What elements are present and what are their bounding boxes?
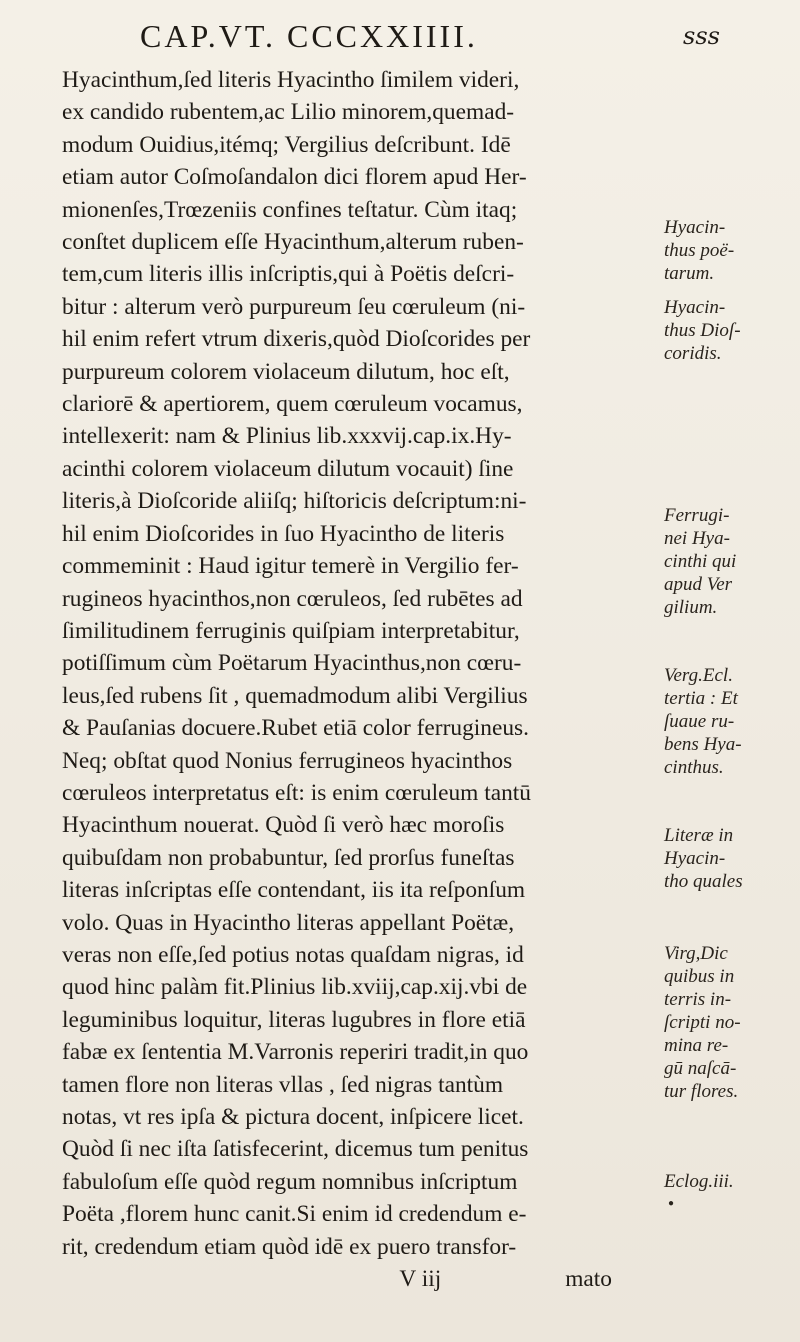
signature-line bbox=[62, 1263, 654, 1295]
margin-note-line: apud Ver bbox=[664, 574, 733, 595]
text-line: quibuſdam non probabuntur, ſed prorſus funeſtas bbox=[62, 844, 515, 871]
text-line: leguminibus loquitur, literas lugubres in flore etiā bbox=[62, 1006, 526, 1033]
margin-note-line: Hyacin- bbox=[664, 217, 726, 238]
margin-note-line: tertia : Et bbox=[664, 688, 738, 709]
text-line: purpureum colorem violaceum dilutum, hoc eſt, bbox=[62, 358, 510, 385]
margin-note-line: tho quales bbox=[664, 871, 743, 892]
margin-note-line: nei Hya- bbox=[664, 528, 730, 549]
text-line: Poëta ,florem hunc canit.Si enim id credendum e- bbox=[62, 1201, 527, 1228]
text-line: mionenſes,Trœzeniis confines teſtatur. Cùm itaq; bbox=[62, 196, 518, 223]
margin-note-line: Hyacin- bbox=[664, 848, 726, 869]
margin-note-line: ſuaue ru- bbox=[664, 711, 735, 732]
text-line: Quòd ſi nec iſta ſatisfecerint, dicemus tum penitus bbox=[62, 1136, 529, 1163]
margin-note-line: bens Hya- bbox=[664, 734, 742, 755]
text-line: literas inſcriptas eſſe contendant, iis ita reſponſum bbox=[62, 877, 526, 904]
margin-note-line: terris in- bbox=[664, 989, 732, 1010]
text-line: quod hinc palàm fit.Plinius lib.xviij,cap.xij.vbi de bbox=[62, 974, 528, 1001]
catchword: mato bbox=[565, 1266, 612, 1293]
margin-note-line: Ferrugi- bbox=[664, 505, 730, 526]
margin-note-line: Literæ in bbox=[664, 825, 734, 846]
text-line: fabæ ex ſententia M.Varronis reperiri tradit,in quo bbox=[62, 1039, 529, 1066]
text-line: conſtet duplicem eſſe Hyacinthum,alterum ruben- bbox=[62, 229, 524, 256]
text-line: bitur : alterum verò purpureum ſeu cœruleum (ni- bbox=[62, 293, 526, 320]
text-line: cœruleos interpretatus eſt: is enim cœruleum tantū bbox=[62, 779, 531, 806]
text-line: fabuloſum eſſe quòd regum nomnibus inſcriptum bbox=[62, 1168, 518, 1195]
margin-note-line: cinthus. bbox=[664, 757, 724, 778]
margin-note-line: quibus in bbox=[664, 966, 735, 987]
printer-dot-icon: ● bbox=[668, 1198, 675, 1209]
text-line: Hyacinthum nouerat. Quòd ſi verò hæc moroſis bbox=[62, 812, 505, 839]
margin-note-line: Hyacin- bbox=[664, 297, 726, 318]
text-line: intellexerit: nam & Plinius lib.xxxvij.cap.ix.Hy- bbox=[62, 423, 512, 450]
margin-note-line: gū naſcā- bbox=[664, 1058, 737, 1079]
margin-note bbox=[664, 504, 794, 619]
text-line: clariorē & apertiorem, quem cœruleum vocamus, bbox=[62, 391, 523, 418]
margin-note bbox=[664, 296, 794, 365]
margin-note bbox=[664, 216, 794, 285]
text-line: potiſſimum cùm Poëtarum Hyacinthus,non cœru- bbox=[62, 650, 522, 677]
margin-note-line: tarum. bbox=[664, 263, 715, 284]
margin-note-line: tur flores. bbox=[664, 1081, 739, 1102]
text-line: acinthi colorem violaceum dilutum vocauit) ſine bbox=[62, 455, 514, 482]
margin-note-line: Verg.Ecl. bbox=[664, 665, 733, 686]
margin-note-line: cinthi qui bbox=[664, 551, 737, 572]
text-line: hil enim refert vtrum dixeris,quòd Dioſcorides per bbox=[62, 326, 531, 353]
margin-note-line: mina re- bbox=[664, 1035, 729, 1056]
text-line: rit, credendum etiam quòd idē ex puero transfor- bbox=[62, 1233, 517, 1260]
text-line: commeminit : Haud igitur temerè in Vergilio fer- bbox=[62, 553, 519, 580]
text-line: literis,à Dioſcoride aliiſq; hiſtoricis deſcriptum:ni- bbox=[62, 488, 527, 515]
text-line: & Pauſanias docuere.Rubet etiā color ferrugineus. bbox=[62, 715, 530, 742]
page-header bbox=[140, 18, 720, 58]
text-line: tem,cum literis illis inſcriptis,qui à Poëtis deſcri- bbox=[62, 261, 515, 288]
text-line: Hyacinthum,ſed literis Hyacintho ſimilem videri, bbox=[62, 67, 520, 93]
text-line: notas, vt res ipſa & pictura docent, inſpicere licet. bbox=[62, 1104, 524, 1130]
text-line: etiam autor Coſmoſandalon dici florem apud Her- bbox=[62, 164, 527, 191]
margin-note bbox=[664, 942, 794, 1103]
margin-note bbox=[664, 664, 794, 779]
text-line: veras non eſſe,ſed potius notas quaſdam nigras, id bbox=[62, 941, 524, 968]
text-line: hil enim Dioſcorides in ſuo Hyacintho de literis bbox=[62, 520, 505, 547]
margin-note-line: Virg,Dic bbox=[664, 943, 728, 964]
text-line: ſimilitudinem ferruginis quiſpiam interpretabitur, bbox=[62, 617, 520, 644]
margin-note bbox=[664, 1170, 794, 1193]
running-head: CAP.VT. CCCXXIIII. bbox=[140, 18, 478, 54]
page-number: sss bbox=[683, 22, 720, 50]
margin-note-line: ſcripti no- bbox=[664, 1012, 741, 1033]
margin-note-line: thus poë- bbox=[664, 240, 735, 261]
text-line: tamen flore non literas vllas , ſed nigras tantùm bbox=[62, 1071, 504, 1098]
margin-note bbox=[664, 824, 794, 893]
main-text bbox=[62, 64, 654, 1295]
text-line: volo. Quas in Hyacintho literas appellant Poëtæ, bbox=[62, 909, 515, 936]
margin-note-line: thus Dioſ- bbox=[664, 320, 741, 341]
margin-note-line: gilium. bbox=[664, 597, 718, 618]
text-line: leus,ſed rubens ſit , quemadmodum alibi Vergilius bbox=[62, 682, 528, 709]
margin-note-line: coridis. bbox=[664, 343, 722, 364]
text-line: ex candido rubentem,ac Lilio minorem,quemad- bbox=[62, 99, 515, 126]
text-line: Neq; obſtat quod Nonius ferrugineos hyacinthos bbox=[62, 747, 513, 774]
signature-mark: V iij bbox=[399, 1266, 442, 1293]
text-line: rugineos hyacinthos,non cœruleos, ſed rubētes ad bbox=[62, 585, 523, 612]
margin-note-line: Eclog.iii. bbox=[664, 1171, 734, 1192]
text-line: modum Ouidius,itémq; Vergilius deſcribunt. Idē bbox=[62, 131, 511, 158]
